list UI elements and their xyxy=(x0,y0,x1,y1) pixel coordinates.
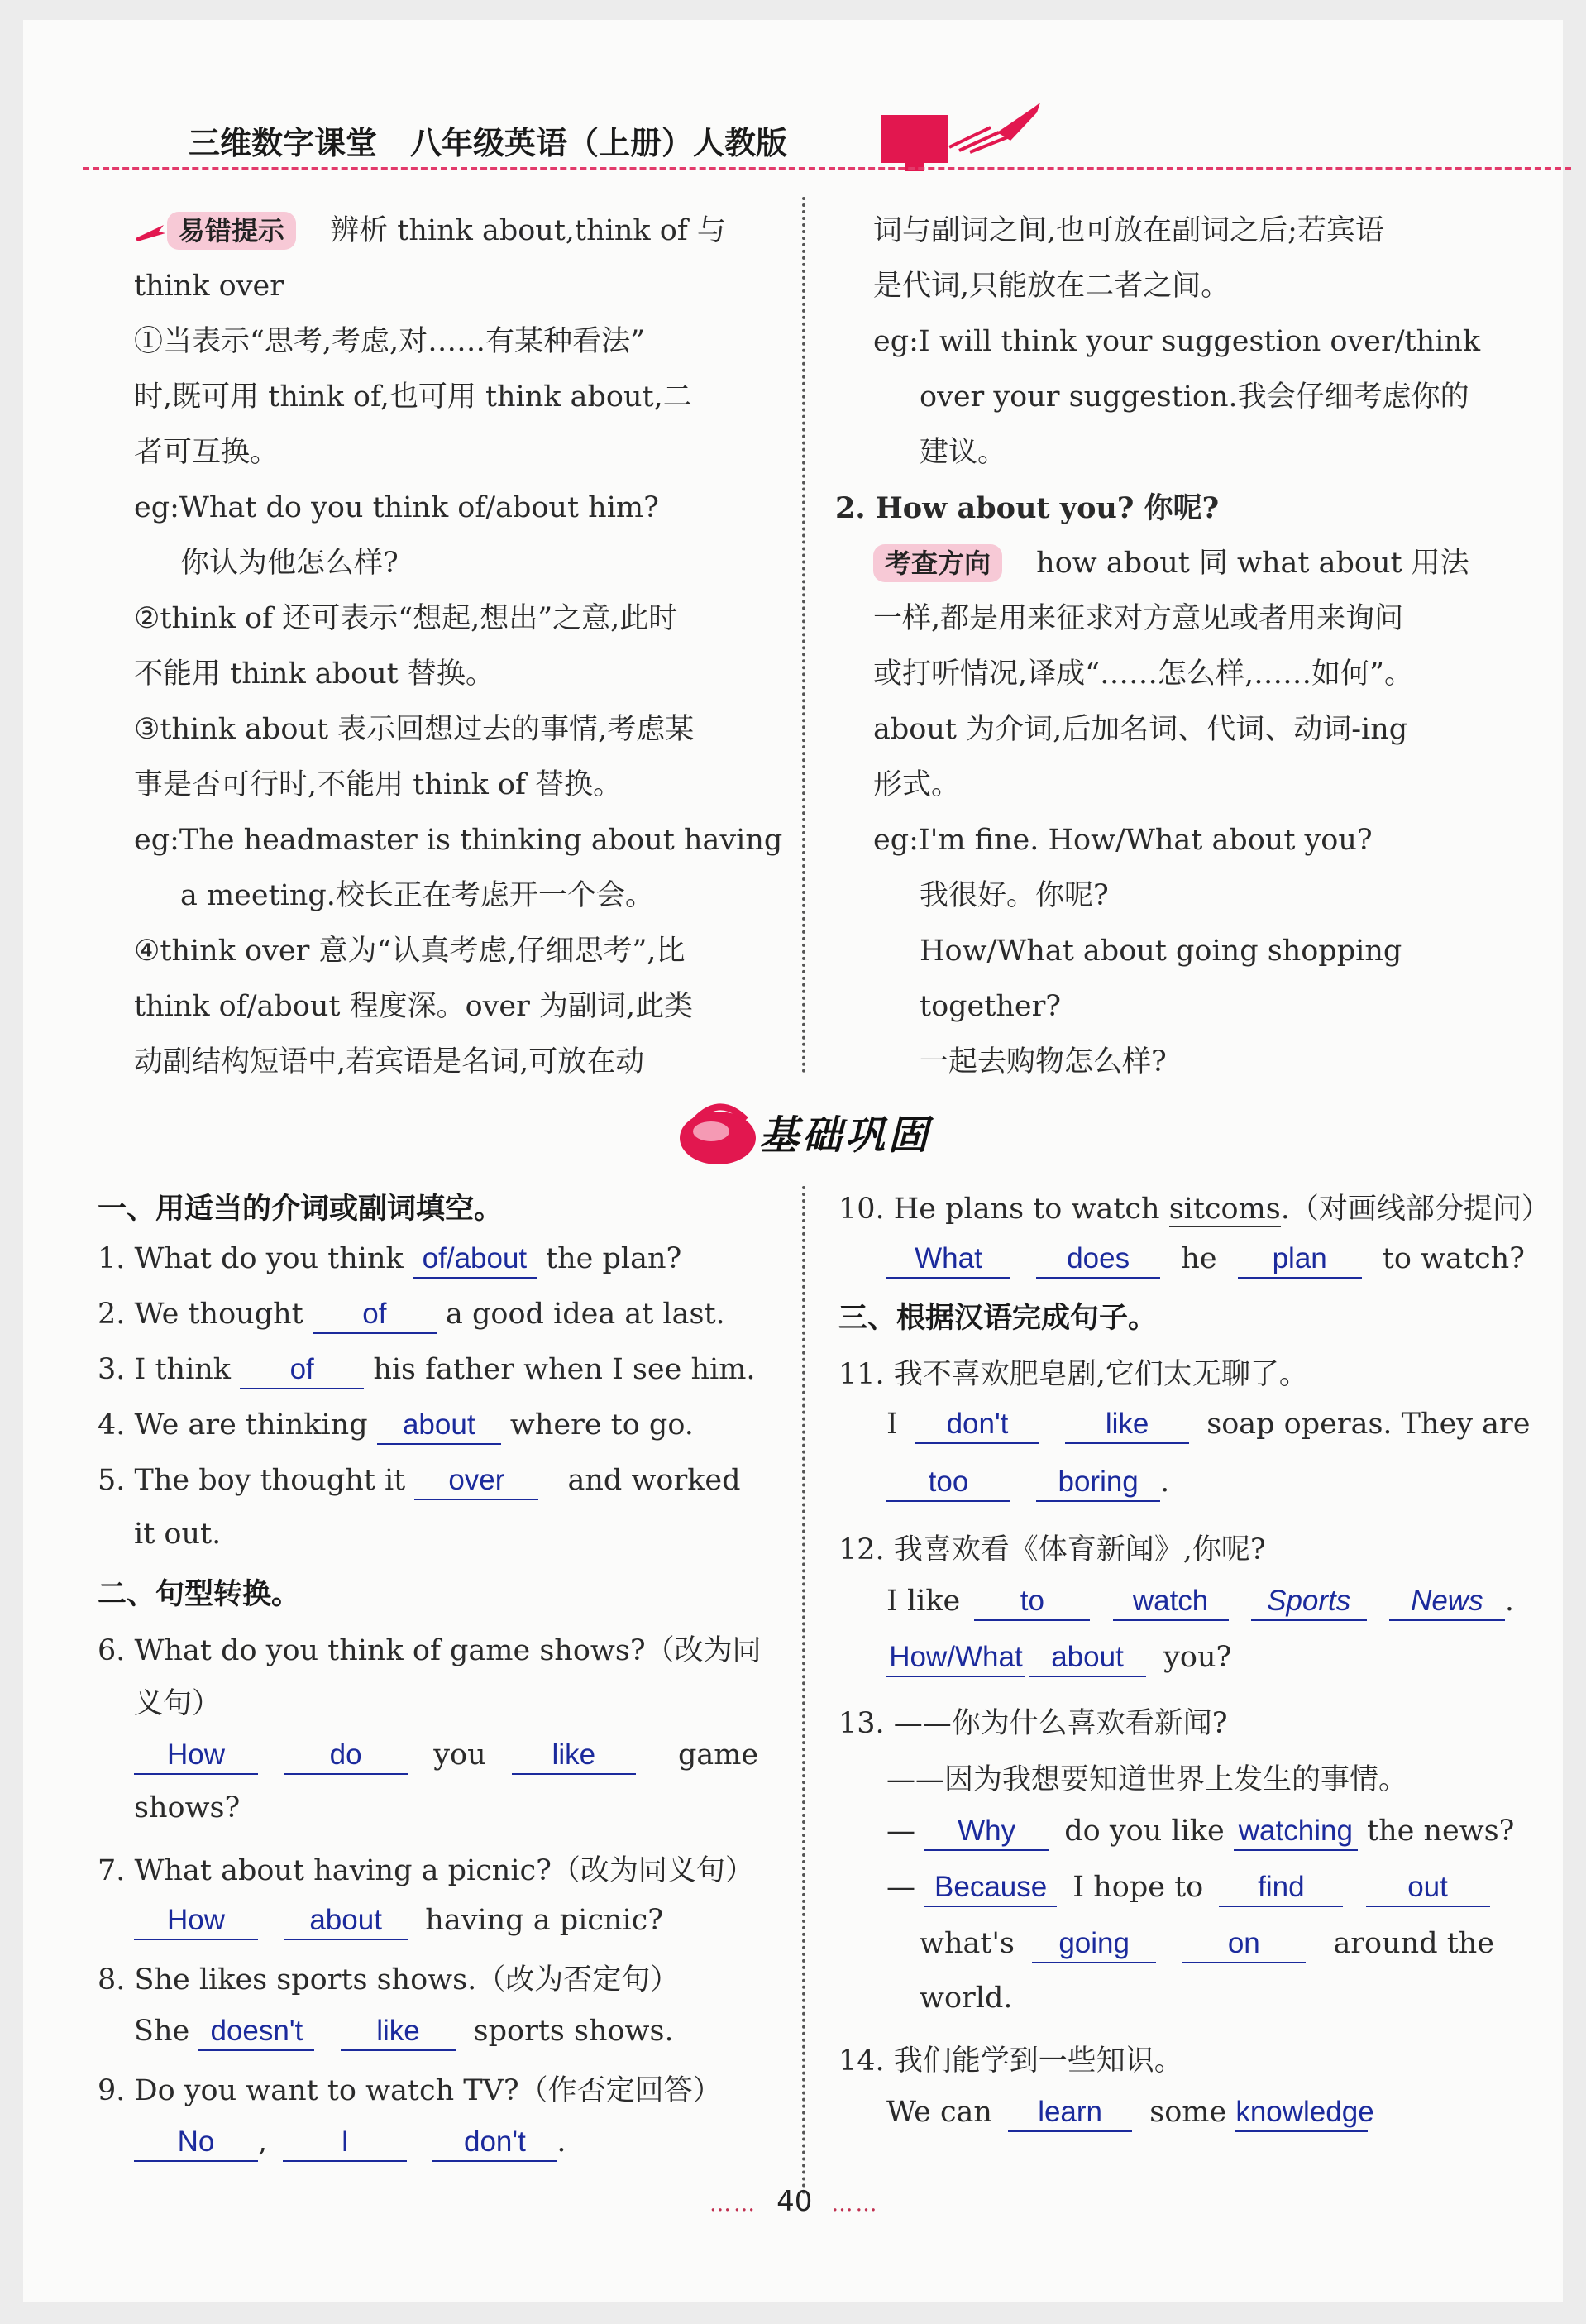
answer-blank[interactable]: doesn't xyxy=(198,2013,314,2051)
question-14: 14. 我们能学到一些知识。 xyxy=(838,2044,1183,2078)
part1-title: 一、用适当的介词或副词填空。 xyxy=(98,1193,504,1226)
question-14-answer: We can learn some knowledge xyxy=(886,2094,1368,2132)
question-2: 2. We thought of a good idea at last. xyxy=(98,1296,725,1334)
example-en: eg:I will think your suggestion over/think xyxy=(873,325,1481,358)
note-line: 不能用 think about 替换。 xyxy=(134,658,494,691)
answer-blank[interactable]: News xyxy=(1389,1583,1505,1621)
right-note xyxy=(835,203,1551,1090)
part2-title: 二、句型转换。 xyxy=(98,1578,301,1611)
question-13-answer: — Why do you like watching the news? xyxy=(886,1813,1514,1851)
part3-title: 三、根据汉语完成句子。 xyxy=(838,1302,1158,1335)
example-cn: 我很好。你呢? xyxy=(920,879,1109,912)
question-6-answer: How do you like game xyxy=(134,1737,758,1775)
answer-blank[interactable]: to xyxy=(974,1583,1090,1621)
note-line: 一样,都是用来征求对方意见或者用来询问 xyxy=(873,602,1404,635)
answer-blank[interactable]: out xyxy=(1366,1869,1490,1907)
question-3: 3. I think of his father when I see him. xyxy=(98,1351,756,1389)
note-line: ①当表示“思考,考虑,对……有某种看法” xyxy=(134,325,646,358)
question-13: 13. ——你为什么喜欢看新闻? xyxy=(838,1707,1228,1740)
note-line: think of/about 程度深。over 为副词,此类 xyxy=(134,990,694,1023)
question-6-cont2: shows? xyxy=(134,1791,241,1824)
example-en-cont: a meeting.校长正在考虑开一个会。 xyxy=(180,879,654,912)
answer-blank[interactable]: How/What xyxy=(886,1639,1025,1677)
example-en: eg:I'm fine. How/What about you? xyxy=(873,824,1373,857)
answer-blank[interactable]: don't xyxy=(432,2124,557,2162)
page-number: 40 xyxy=(776,2185,813,2218)
answer-blank[interactable]: I xyxy=(283,2124,407,2162)
question-8-answer: She doesn't like sports shows. xyxy=(134,2013,674,2051)
note-line: think over xyxy=(134,270,284,303)
answer-blank[interactable]: watching xyxy=(1234,1813,1358,1851)
left-note xyxy=(134,203,787,1090)
header-divider xyxy=(83,167,1571,170)
question-9: 9. Do you want to watch TV?（作否定回答） xyxy=(98,2074,722,2107)
monitor-logo xyxy=(881,115,948,163)
rocket-icon xyxy=(941,96,1049,154)
example-cn: 你认为他怎么样? xyxy=(180,547,399,580)
answer-blank[interactable]: going xyxy=(1032,1925,1156,1963)
basket-icon xyxy=(675,1095,766,1169)
error-tip-tag: 易错提示 xyxy=(167,212,296,250)
pen-icon xyxy=(134,220,167,245)
question-13-answer-3: what's going on around the xyxy=(920,1925,1494,1963)
answer-blank[interactable]: How xyxy=(134,1737,258,1775)
answer-blank[interactable]: like xyxy=(341,2013,456,2051)
note-line: how about 同 what about 用法 xyxy=(1036,547,1469,580)
question-13-cn2: ——因为我想要知道世界上发生的事情。 xyxy=(886,1763,1408,1796)
answer-blank[interactable]: on xyxy=(1182,1925,1306,1963)
question-9-answer: No , I don't . xyxy=(134,2124,566,2162)
column-divider-bottom xyxy=(802,1186,805,2195)
question-4: 4. We are thinking about where to go. xyxy=(98,1407,694,1445)
note-line: 者可互换。 xyxy=(134,436,279,469)
question-12-answer-cont: How/What about you? xyxy=(886,1639,1231,1677)
answer-blank[interactable]: watch xyxy=(1113,1583,1229,1621)
answer-blank[interactable]: Because xyxy=(924,1869,1057,1907)
footer-dots: …… xyxy=(831,2192,880,2216)
answer-blank[interactable]: over xyxy=(414,1462,538,1500)
answer-blank[interactable]: of xyxy=(313,1296,437,1334)
answer-blank[interactable]: Why xyxy=(924,1813,1049,1851)
note-line: 时,既可用 think of,也可用 think about,二 xyxy=(134,380,692,414)
question-13-answer-2: — Because I hope to find out xyxy=(886,1869,1490,1907)
answer-blank[interactable]: of/about xyxy=(413,1241,537,1279)
example-en: eg:The headmaster is thinking about having xyxy=(134,824,783,857)
note-line: ④think over 意为“认真考虑,仔细思考”,比 xyxy=(134,935,686,968)
point-heading: 2. How about you? 你呢? xyxy=(835,491,1220,525)
answer-blank[interactable]: knowledge xyxy=(1235,2094,1368,2132)
answer-blank[interactable]: too xyxy=(886,1464,1010,1502)
note-intro: 辨析 think about,think of 与 xyxy=(330,214,726,247)
answer-blank[interactable]: about xyxy=(284,1902,408,1940)
answer-blank[interactable]: Sports xyxy=(1251,1583,1367,1621)
note-line: 动副结构短语中,若宾语是名词,可放在动 xyxy=(134,1045,645,1078)
question-11-answer-cont: too boring . xyxy=(886,1464,1169,1502)
answer-blank[interactable]: does xyxy=(1036,1241,1160,1279)
page-footer xyxy=(709,2185,879,2218)
underlined-word: sitcoms xyxy=(1168,1193,1281,1226)
question-12: 12. 我喜欢看《体育新闻》,你呢? xyxy=(838,1533,1266,1566)
page xyxy=(23,20,1563,2302)
answer-blank[interactable]: like xyxy=(512,1737,636,1775)
answer-blank[interactable]: like xyxy=(1065,1406,1189,1444)
answer-blank[interactable]: about xyxy=(377,1407,501,1445)
answer-blank[interactable]: don't xyxy=(915,1406,1039,1444)
answer-blank[interactable]: boring xyxy=(1036,1464,1160,1502)
example-en-cont: over your suggestion.我会仔细考虑你的 xyxy=(920,380,1469,414)
example-cn: 建议。 xyxy=(920,436,1007,469)
answer-blank[interactable]: How xyxy=(134,1902,258,1940)
note-line: 形式。 xyxy=(873,768,961,801)
question-5-cont: it out. xyxy=(134,1518,222,1551)
header-title xyxy=(189,117,820,163)
question-1: 1. What do you think of/about the plan? xyxy=(98,1241,681,1279)
note-line: 词与副词之间,也可放在副词之后;若宾语 xyxy=(873,214,1384,247)
column-divider-top xyxy=(802,197,805,1074)
note-line: 或打听情况,译成“……怎么样,……如何”。 xyxy=(873,658,1414,691)
answer-blank[interactable]: No xyxy=(134,2124,258,2162)
note-line: ②think of 还可表示“想起,想出”之意,此时 xyxy=(134,602,678,635)
question-7-answer: How about having a picnic? xyxy=(134,1902,663,1940)
answer-blank[interactable]: What xyxy=(886,1241,1010,1279)
question-11-answer: I don't like soap operas. They are xyxy=(886,1406,1531,1444)
series-name: 三维数字课堂 xyxy=(189,125,378,161)
example-cn: 一起去购物怎么样? xyxy=(920,1045,1167,1078)
question-10-answer: What does he plan to watch? xyxy=(886,1241,1525,1279)
answer-blank[interactable]: do xyxy=(284,1737,408,1775)
answer-blank[interactable]: find xyxy=(1219,1869,1343,1907)
question-13-cont: world. xyxy=(920,1982,1013,2015)
answer-blank[interactable]: of xyxy=(240,1351,364,1389)
exam-focus-tag: 考查方向 xyxy=(873,544,1002,582)
example-en: eg:What do you think of/about him? xyxy=(134,491,659,524)
note-line: 事是否可行时,不能用 think of 替换。 xyxy=(134,768,623,801)
question-6: 6. What do you think of game shows?（改为同 xyxy=(98,1634,762,1667)
book-name: 八年级英语（上册）人教版 xyxy=(410,125,788,161)
question-12-answer: I like to watch Sports News . xyxy=(886,1583,1514,1621)
answer-blank[interactable]: plan xyxy=(1238,1241,1362,1279)
section-banner-title: 基础巩固 xyxy=(759,1112,932,1159)
question-8: 8. She likes sports shows.（改为否定句） xyxy=(98,1963,680,1996)
question-7: 7. What about having a picnic?（改为同义句） xyxy=(98,1854,754,1887)
answer-blank[interactable]: about xyxy=(1029,1639,1146,1677)
note-line: about 为介词,后加名词、代词、动词-ing xyxy=(873,713,1408,746)
question-10: 10. He plans to watch sitcoms.（对画线部分提问） xyxy=(838,1193,1550,1226)
note-line: ③think about 表示回想过去的事情,考虑某 xyxy=(134,713,695,746)
footer-dots: …… xyxy=(709,2192,757,2216)
answer-blank[interactable]: learn xyxy=(1008,2094,1132,2132)
example-en: How/What about going shopping together? xyxy=(920,935,1402,1023)
note-line: 是代词,只能放在二者之间。 xyxy=(873,270,1230,303)
question-11: 11. 我不喜欢肥皂剧,它们太无聊了。 xyxy=(838,1358,1308,1391)
question-5: 5. The boy thought it over and worked xyxy=(98,1462,741,1500)
question-6-cont: 义句） xyxy=(134,1687,222,1720)
